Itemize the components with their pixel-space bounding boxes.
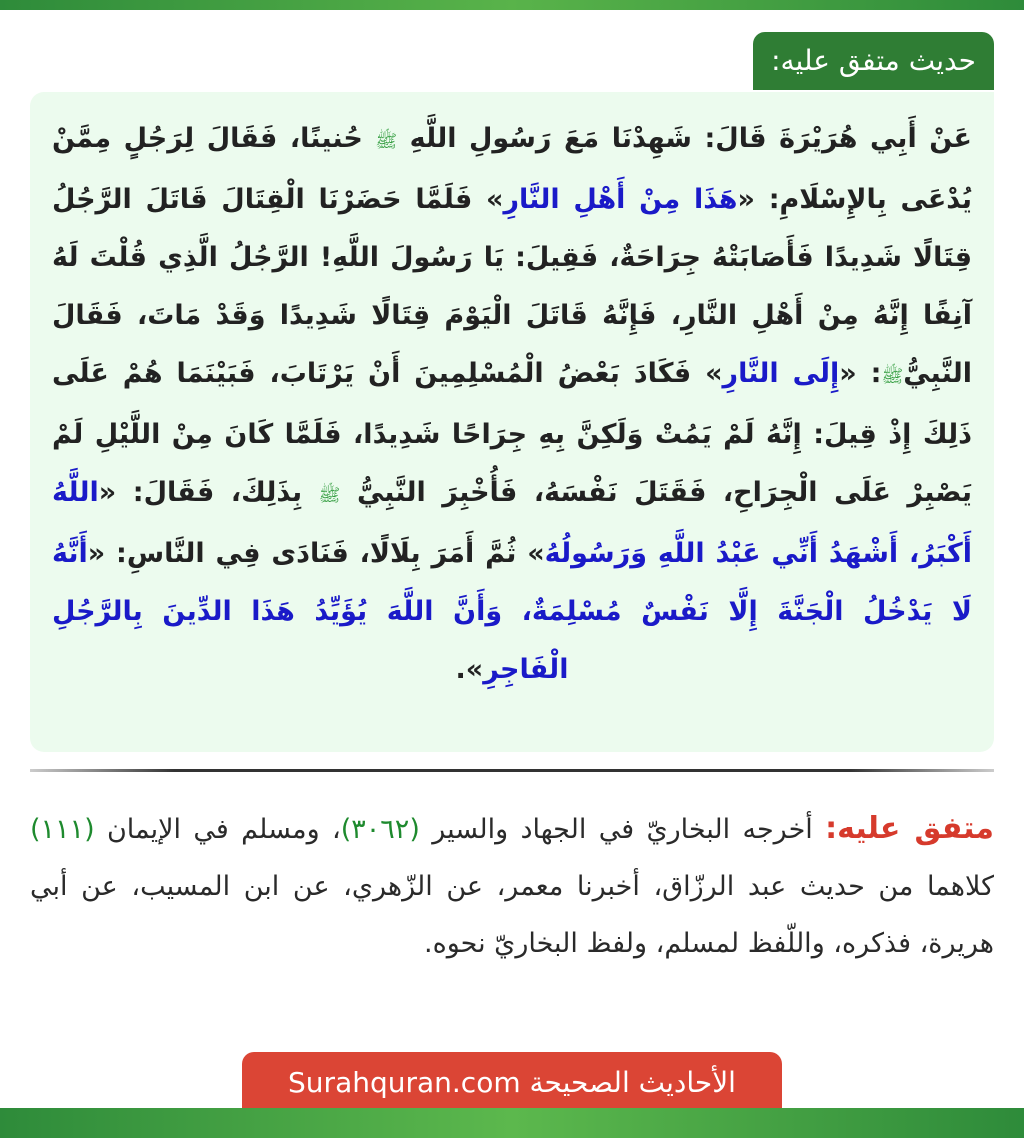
bottom-accent-bar [0, 1108, 1024, 1138]
prophet-quote: أَنَّهُ لَا يَدْخُلُ الْجَنَّةَ إِلَّا نَفْسٌ مُسْلِمَةٌ، وَأَنَّ اللَّهَ يُؤَيِّدُ هَذَا الدِّينَ بِالرَّجُلِ الْفَاجِرِ [52, 538, 972, 685]
hadith-panel [30, 92, 994, 752]
section-divider [30, 769, 994, 772]
hadith-segment: » ثُمَّ أَمَرَ بِلَالًا، فَنَادَى فِي النَّاسِ: « [87, 538, 545, 569]
hadith-segment: ». [455, 654, 484, 685]
hadith-number: (٣٠٦٢) [340, 814, 420, 845]
top-accent-bar [0, 0, 1024, 10]
salla-icon: ﷺ [881, 366, 904, 387]
salla-icon: ﷺ [375, 131, 398, 152]
hadith-number: (١١١) [30, 814, 95, 845]
salla-icon: ﷺ [318, 485, 341, 506]
hadith-type-badge: حديث متفق عليه: [753, 32, 994, 90]
hadith-segment: » فَكَادَ بَعْضُ الْمُسْلِمِينَ أَنْ يَرْتَابَ، فَبَيْنَمَا هُمْ عَلَى ذَلِكَ إِذْ قِيلَ: إِنَّهُ لَمْ يَمُتْ وَلَكِنَّ بِهِ جِرَاحًا شَدِيدًا، فَلَمَّا كَانَ مِنْ اللَّيْلِ لَمْ يَصْبِرْ عَلَى الْجِرَاحِ، فَقَتَلَ نَفْسَهُ، فَأُخْبِرَ النَّبِيُّ [52, 358, 972, 508]
prophet-quote: هَذَا مِنْ أَهْلِ النَّارِ [503, 184, 738, 215]
takhrij-segment: ، ومسلم في الإيمان [94, 814, 341, 845]
hadith-segment: بِذَلِكَ، فَقَالَ: « [98, 477, 303, 508]
hadith-text [52, 110, 972, 699]
prophet-quote: إِلَى النَّارِ [722, 358, 840, 389]
takhrij-segment: كلاهما من حديث عبد الرزّاق، أخبرنا معمر، عن الزّهري، عن ابن المسيب، عن أبي هريرة، فذكره، واللّفظ لمسلم، ولفظ البخاريّ نحوه. [30, 871, 994, 959]
site-brand-badge: Surahquran.com الأحاديث الصحيحة [242, 1052, 782, 1114]
hadith-segment: عَنْ أَبِي هُرَيْرَةَ قَالَ: شَهِدْنَا مَعَ رَسُولِ اللَّهِ [409, 123, 972, 154]
hadith-segment: : « [839, 358, 882, 389]
hadith-segment: حُنينًا، فَقَالَ لِرَجُلٍ مِمَّنْ يُدْعَى بِالإِسْلَامِ: « [52, 123, 972, 215]
hadith-segment: » فَلَمَّا حَضَرْنَا الْقِتَالَ قَاتَلَ الرَّجُلُ قِتَالًا شَدِيدًا فَأَصَابَتْهُ جِرَاحَةٌ، فَقِيلَ: يَا رَسُولَ اللَّهِ! الرَّجُلُ الَّذِي قُلْتَ لَهُ آنِفًا إِنَّهُ مِنْ أَهْلِ النَّارِ، فَإِنَّهُ قَاتَلَ الْيَوْمَ قِتَالًا شَدِيدًا وَقَدْ مَاتَ، فَقَالَ النَّبِيُّ [52, 184, 972, 389]
takhrij-segment: أخرجه البخاريّ في الجهاد والسير [419, 814, 826, 845]
takhrij-text [30, 800, 994, 972]
prophet-quote: اللَّهُ أَكْبَرُ، أَشْهَدُ أَنِّي عَبْدُ اللَّهِ وَرَسُولُهُ [52, 477, 973, 569]
takhrij-lead: متفق عليه: [825, 811, 994, 846]
